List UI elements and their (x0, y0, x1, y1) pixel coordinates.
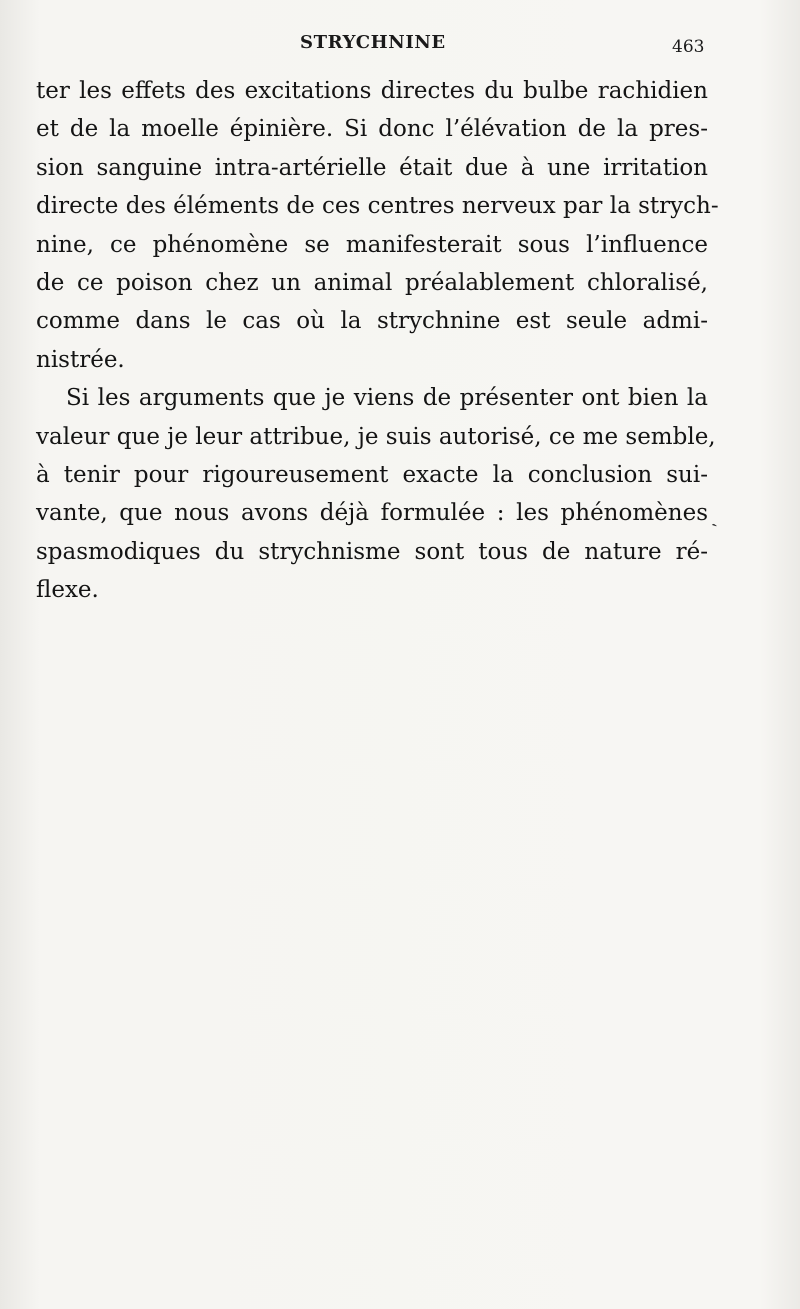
text-line: à tenir pour rigoureusement exacte la conclusion sui- (36, 461, 708, 488)
text-line: flexe. (36, 577, 99, 604)
text-line: ter les effets des excitations directes du bulbe rachidien (36, 78, 708, 104)
text-line: nine, ce phénomène se manifesterait sous l’influence (36, 231, 708, 258)
text-line: directe des éléments de ces centres nerveux par la strych- (36, 193, 719, 220)
page-number: 463 (672, 37, 705, 57)
text-line: comme dans le cas où la strychnine est seule admi- (36, 308, 708, 335)
text-line: et de la moelle épinière. Si donc l’élévation de la pres- (36, 116, 708, 143)
paragraph-1 (36, 72, 719, 379)
text-line: sion sanguine intra-artérielle était due à une irritation (36, 154, 708, 181)
text-line: Si les arguments que je viens de présenter ont bien la (66, 385, 708, 412)
text-line: valeur que je leur attribue, je suis autorisé, ce me semble, (36, 423, 716, 450)
text-line: nistrée. (36, 346, 125, 373)
running-title: STRYCHNINE (300, 32, 446, 53)
text-line: vante, que nous avons déjà formulée : les phénomènes (36, 500, 708, 527)
paragraph-2 (36, 379, 716, 609)
text-line: de ce poison chez un animal préalablement chloralisé, (36, 269, 708, 296)
text-line: spasmodiques du strychnisme sont tous de nature ré- (36, 538, 708, 565)
body-text (36, 72, 719, 609)
margin-pencil-mark: ˎ (703, 503, 719, 529)
